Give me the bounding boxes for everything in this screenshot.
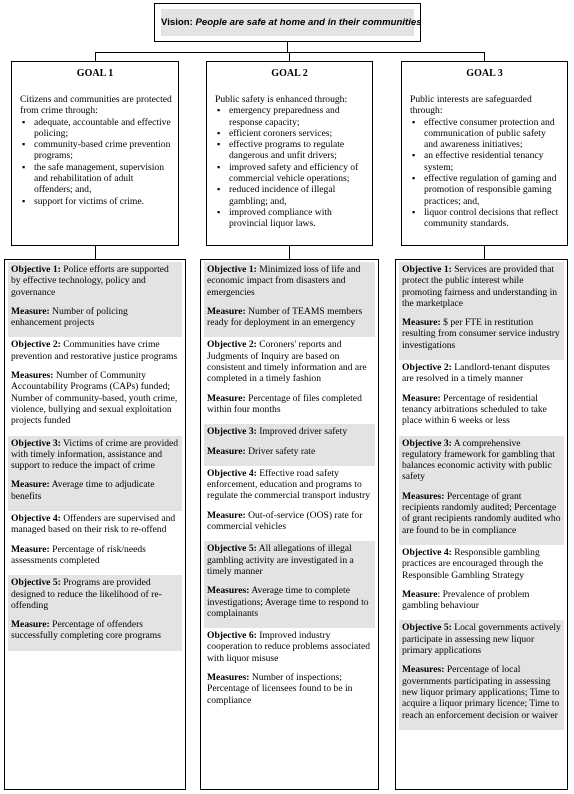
- goal-title: GOAL 3: [466, 68, 503, 79]
- measure-statement: [11, 306, 179, 329]
- objective-text: All allegations of illegal gambling activity are investigated in a timely manner: [207, 543, 354, 577]
- measure-text: Driver safety rate: [245, 445, 316, 457]
- objective-statement: [11, 513, 179, 536]
- objective-statement: [207, 426, 372, 437]
- objective-text: Improved industry cooperation to reduce problems associated with liquor misuse: [207, 630, 371, 664]
- goal-3-box: [401, 61, 568, 246]
- measure-label: Measures:: [402, 664, 445, 676]
- measure-text: Percentage of risk/needs assessments completed: [11, 543, 146, 566]
- goal-body: [207, 79, 372, 230]
- goal-bullet: ▪ improved compliance with provincial liquor laws.: [215, 207, 366, 230]
- objective-label: Objective 3:: [11, 437, 61, 449]
- measure-statement: [207, 510, 372, 533]
- measure-statement: [207, 672, 372, 706]
- goal-intro: Public interests are safeguarded through:: [410, 94, 532, 117]
- goal-body: [402, 79, 567, 230]
- connector-goal3: [484, 52, 485, 61]
- measure-text: : Prevalence of problem gambling behaviour: [402, 588, 530, 612]
- objective-statement: [207, 543, 372, 577]
- objective-block: [399, 436, 564, 545]
- goal-title: GOAL 2: [271, 68, 308, 79]
- objective-text: Responsible gambling practices are encouraged through the Responsible Gambling Strategy: [402, 546, 544, 581]
- measure-statement: [11, 619, 179, 642]
- objective-text: Offenders are supervised and managed based on their risk to re-offend: [11, 513, 176, 536]
- objective-statement: [11, 339, 179, 362]
- objective-label: Objective 2:: [11, 339, 61, 351]
- objective-statement: [402, 362, 561, 385]
- measure-label: Measure:: [11, 305, 50, 317]
- objective-block: [8, 575, 182, 650]
- objective-label: Objective 4:: [11, 513, 61, 525]
- objective-label: Objective 2:: [402, 362, 452, 374]
- objective-block: [204, 541, 375, 628]
- connector-vision-down: [287, 42, 288, 52]
- objective-block: [204, 337, 375, 424]
- goal-bullet: ▪ reduced incidence of illegal gambling; and,: [215, 184, 366, 207]
- goal-bullet: ▪ the safe management, supervision and rehabilitation of adult offenders; and,: [20, 162, 172, 196]
- connector-col2: [289, 246, 290, 259]
- vision-label: Vision:: [161, 17, 193, 28]
- goal-bullet: ▪ emergency preparedness and response capacity;: [215, 105, 366, 128]
- objective-label: Objective 1:: [402, 264, 452, 275]
- measure-statement: [402, 491, 561, 536]
- goal-bullet: ▪ an effective residential tenancy system;: [410, 150, 561, 173]
- objective-text: Coroners' reports and Judgments of Inquiry are based on consistent and timely information and are completed in a timely fashion: [207, 339, 367, 385]
- measure-text: Percentage of grant recipients randomly audited; Percentage of grant recipients randomly audited who are found to be in compliance: [402, 490, 561, 536]
- goal-1-objectives-column: [4, 259, 186, 790]
- goal-bullet: ▪ effective regulation of gaming and promotion of responsible gaming practices; and,: [410, 173, 561, 207]
- measure-label: Measure:: [11, 619, 50, 631]
- objective-text: Improved driver safety: [256, 426, 348, 438]
- objective-statement: [207, 264, 372, 298]
- measure-text: Out-of-service (OOS) rate for commercial vehicles: [207, 509, 363, 533]
- connector-col3: [484, 246, 485, 259]
- measure-text: $ per FTE in restitution resulting from consumer service industry investigations: [402, 317, 560, 351]
- objective-label: Objective 2:: [207, 339, 257, 351]
- goal-bullet: ▪ improved safety and efficiency of commercial vehicle operations;: [215, 162, 366, 185]
- objectives-list: [5, 260, 185, 651]
- measure-label: Measures:: [207, 585, 250, 597]
- vision-text: People are safe at home and in their communities: [195, 17, 422, 28]
- goal-3-objectives-column: [395, 259, 568, 790]
- objective-block: [8, 436, 182, 511]
- measure-label: Measure:: [11, 479, 50, 491]
- objective-label: Objective 3:: [402, 437, 452, 449]
- measure-statement: [207, 306, 372, 329]
- objective-block: [8, 337, 182, 435]
- objective-statement: [207, 339, 372, 384]
- objective-text: Programs are provided designed to reduce the likelihood of re-offending: [11, 577, 162, 611]
- objective-text: Effective road safety enforcement, education and programs to regulate the commercial transport industry: [207, 467, 371, 502]
- connector-col1: [95, 246, 96, 259]
- objective-block: [399, 360, 564, 435]
- objective-block: [399, 262, 564, 360]
- objective-label: Objective 6:: [207, 630, 257, 642]
- objective-block: [399, 620, 564, 729]
- objective-block: [8, 262, 182, 337]
- objective-text: Victims of crime are provided with timely information, assistance and support to reduce the impact of crime: [11, 437, 179, 472]
- objective-statement: [11, 264, 179, 298]
- goal-1-box: [11, 61, 179, 246]
- goal-bullet: ▪ effective consumer protection and communication of public safety and awareness initiatives;: [410, 117, 561, 151]
- measure-label: Measure:: [207, 509, 246, 521]
- measure-statement: [11, 544, 179, 567]
- goal-bullet: ▪ efficient coroners services;: [215, 128, 366, 139]
- objective-block: [204, 466, 375, 541]
- goal-bullet: ▪ adequate, accountable and effective policing;: [20, 117, 172, 140]
- objective-label: Objective 5:: [402, 622, 452, 634]
- measure-text: Average time to complete investigations; Average time to respond to complainants: [207, 585, 369, 619]
- goal-bullet: ▪ support for victims of crime.: [20, 196, 172, 207]
- measure-label: Measure:: [402, 392, 441, 404]
- objective-text: Police efforts are supported by effective technology, policy and governance: [11, 264, 169, 298]
- measure-label: Measure:: [402, 317, 441, 329]
- measure-statement: [402, 317, 561, 351]
- objective-text: A comprehensive regulatory framework for gambling that balances economic activity with public safety: [402, 437, 555, 483]
- goal-2-objectives-column: [200, 259, 379, 790]
- objective-label: Objective 3:: [207, 426, 257, 438]
- measure-label: Measure:: [207, 445, 246, 457]
- measure-statement: [207, 585, 372, 619]
- measure-statement: [402, 664, 561, 720]
- measure-label: Measures:: [11, 370, 54, 382]
- objective-block: [204, 262, 375, 337]
- objective-text: Local governments actively participate in assessing new liquor primary applications: [402, 622, 561, 657]
- objective-statement: [11, 438, 179, 472]
- goal-bullet-list: [20, 117, 172, 207]
- objective-statement: [11, 577, 179, 611]
- measure-statement: [207, 393, 372, 416]
- goal-intro: Citizens and communities are protected from crime through:: [20, 94, 172, 117]
- measure-statement: [402, 393, 561, 427]
- objective-statement: [207, 468, 372, 502]
- objective-label: Objective 1:: [207, 264, 257, 275]
- measure-label: Measure:: [207, 392, 246, 404]
- goal-bullet-list: [410, 117, 561, 230]
- objective-label: Objective 4:: [402, 546, 452, 558]
- objective-label: Objective 5:: [207, 543, 257, 555]
- objective-statement: [402, 264, 561, 309]
- vision-banner: [161, 9, 422, 36]
- goal-title: GOAL 1: [76, 68, 114, 79]
- objective-block: [8, 511, 182, 575]
- objective-label: Objective 1:: [11, 264, 61, 275]
- objective-statement: [207, 630, 372, 664]
- vision-box: [154, 3, 421, 42]
- measure-text: Number of Community Accountability Programs (CAPs) funded; Number of community-based, youth crime, violence, bullying and sexual exploitation projects funded: [11, 370, 178, 427]
- objective-text: Communities have crime prevention and restorative justice programs: [11, 339, 178, 362]
- measure-label: Measure: [402, 588, 438, 600]
- objective-statement: [402, 622, 561, 656]
- objective-block: [204, 424, 375, 466]
- measure-label: Measures:: [402, 490, 445, 502]
- goal-intro: Public safety is enhanced through:: [215, 94, 348, 105]
- goal-bullet: ▪ liquor control decisions that reflect community standards.: [410, 207, 561, 230]
- goal-2-box: [206, 61, 373, 246]
- connector-goal2: [289, 52, 290, 61]
- goal-body: [12, 79, 178, 207]
- measure-label: Measure:: [207, 305, 246, 317]
- measure-text: Number of policing enhancement projects: [11, 305, 128, 329]
- measure-text: Average time to adjudicate benefits: [11, 479, 155, 502]
- measure-label: Measure:: [11, 543, 50, 555]
- measure-text: Number of TEAMS members ready for deployment in an emergency: [207, 305, 363, 329]
- goal-bullet: ▪ effective programs to regulate dangerous and unfit drivers;: [215, 139, 366, 162]
- goal-bullet-list: [215, 105, 366, 229]
- measure-text: Number of inspections; Percentage of licensees found to be in compliance: [207, 672, 353, 706]
- objectives-list: [201, 260, 378, 715]
- measure-statement: [11, 479, 179, 502]
- measure-statement: [11, 370, 179, 426]
- measure-statement: [207, 446, 372, 457]
- objective-text: Minimized loss of life and economic impact from disasters and emergencies: [207, 264, 361, 298]
- measure-text: Percentage of offenders successfully completing core programs: [11, 619, 161, 642]
- measure-text: Percentage of files completed within four months: [207, 392, 362, 415]
- measure-text: Percentage of local governments participating in assessing new liquor primary applications; Time to acquire a liquor primary licence; Time to reach an enforcement decision or waiver: [402, 664, 560, 721]
- goal-bullet: ▪ community-based crime prevention programs;: [20, 139, 172, 162]
- objective-text: Landlord-tenant disputes are resolved in a timely manner: [402, 362, 550, 385]
- measure-text: Percentage of residential tenancy arbitrations scheduled to take place within 6 weeks or less: [402, 392, 547, 427]
- objective-block: [204, 628, 375, 715]
- objective-statement: [402, 438, 561, 483]
- objective-statement: [402, 547, 561, 581]
- objectives-list: [396, 260, 567, 730]
- objective-label: Objective 5:: [11, 577, 61, 589]
- connector-goal1: [95, 52, 96, 61]
- measure-label: Measures:: [207, 672, 250, 684]
- connector-horizontal: [95, 52, 485, 53]
- objective-block: [399, 545, 564, 620]
- objective-text: Services are provided that protect the public interest while promoting fairness and understanding in the marketplace: [402, 264, 558, 309]
- objective-label: Objective 4:: [207, 467, 257, 479]
- measure-statement: [402, 589, 561, 612]
